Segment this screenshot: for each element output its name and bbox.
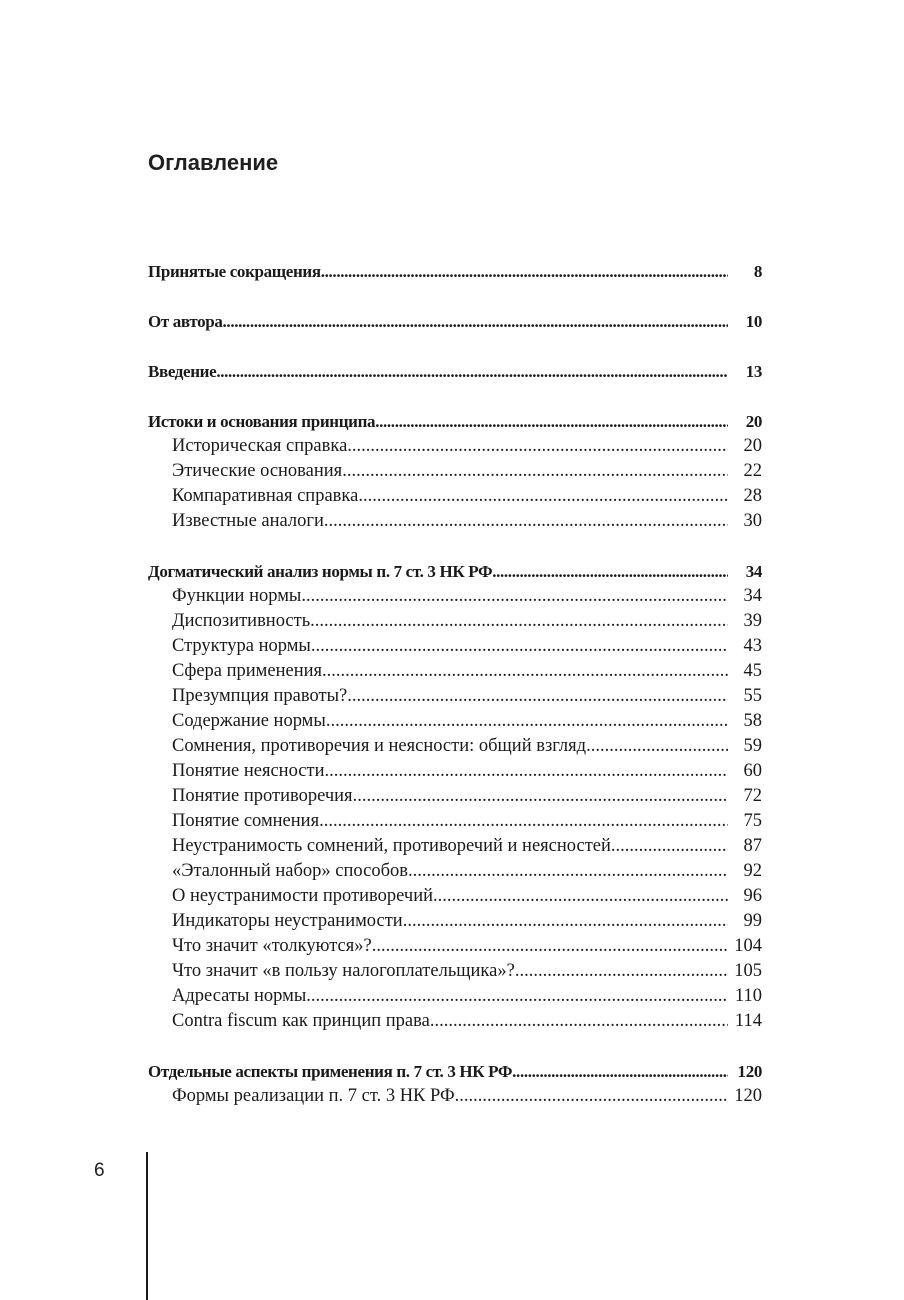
table-of-contents bbox=[148, 259, 762, 1134]
toc-item-row bbox=[148, 659, 762, 684]
toc-item-row bbox=[148, 734, 762, 759]
toc-item-row bbox=[148, 484, 762, 509]
toc-item-row bbox=[148, 759, 762, 784]
dot-leader bbox=[324, 759, 728, 784]
toc-entry-label: Введение bbox=[148, 362, 217, 381]
dot-leader bbox=[430, 1009, 728, 1034]
toc-entry-page: 13 bbox=[745, 362, 762, 381]
toc-entry-page: 20 bbox=[745, 412, 762, 431]
toc-item-row bbox=[148, 584, 762, 609]
toc-entry-label: Функции нормы bbox=[172, 586, 302, 606]
toc-section bbox=[148, 559, 762, 1034]
toc-chapter-row bbox=[148, 559, 762, 584]
dot-leader bbox=[372, 934, 728, 959]
toc-entry-label: Содержание нормы bbox=[172, 711, 326, 731]
toc-item-row bbox=[148, 634, 762, 659]
toc-item-row bbox=[148, 859, 762, 884]
dot-leader bbox=[586, 734, 728, 759]
toc-entry-page: 30 bbox=[743, 511, 762, 531]
toc-entry-page: 99 bbox=[743, 911, 762, 931]
dot-leader bbox=[311, 634, 728, 659]
toc-chapter-row bbox=[148, 1059, 762, 1084]
toc-section bbox=[148, 409, 762, 534]
toc-entry-page: 55 bbox=[743, 686, 762, 706]
dot-leader bbox=[353, 784, 728, 809]
toc-section bbox=[148, 309, 762, 334]
toc-entry-label: Принятые сокращения bbox=[148, 262, 321, 281]
dot-leader bbox=[408, 859, 728, 884]
dot-leader bbox=[324, 509, 728, 534]
toc-entry-label: Диспозитивность bbox=[172, 611, 311, 631]
toc-entry-label: Понятие неясности bbox=[172, 761, 325, 781]
dot-leader bbox=[403, 909, 728, 934]
toc-chapter-row bbox=[148, 309, 762, 334]
toc-item-row bbox=[148, 434, 762, 459]
toc-entry-label: «Эталонный набор» способов bbox=[172, 861, 408, 881]
toc-entry-page: 43 bbox=[743, 636, 762, 656]
margin-rule bbox=[146, 1152, 148, 1300]
dot-leader bbox=[321, 259, 728, 284]
toc-chapter-row bbox=[148, 259, 762, 284]
toc-section bbox=[148, 359, 762, 384]
toc-entry-page: 34 bbox=[745, 562, 762, 581]
toc-entry-label: Догматический анализ нормы п. 7 ст. 3 НК РФ bbox=[148, 562, 493, 581]
dot-leader bbox=[492, 559, 728, 584]
toc-entry-page: 45 bbox=[743, 661, 762, 681]
toc-item-row bbox=[148, 1084, 762, 1109]
toc-item-row bbox=[148, 784, 762, 809]
toc-section bbox=[148, 1059, 762, 1109]
toc-chapter-row bbox=[148, 409, 762, 434]
toc-entry-page: 120 bbox=[734, 1086, 762, 1106]
toc-entry-page: 22 bbox=[743, 461, 762, 481]
toc-item-row bbox=[148, 709, 762, 734]
dot-leader bbox=[455, 1084, 728, 1109]
toc-entry-page: 114 bbox=[734, 1011, 762, 1031]
dot-leader bbox=[358, 484, 728, 509]
toc-entry-page: 87 bbox=[743, 836, 762, 856]
toc-entry-label: Компаративная справка bbox=[172, 486, 359, 506]
dot-leader bbox=[310, 609, 728, 634]
toc-entry-page: 92 bbox=[743, 861, 762, 881]
dot-leader bbox=[347, 434, 728, 459]
toc-entry-label: Структура нормы bbox=[172, 636, 311, 656]
toc-entry-page: 39 bbox=[743, 611, 762, 631]
toc-entry-page: 104 bbox=[734, 936, 762, 956]
toc-entry-page: 60 bbox=[743, 761, 762, 781]
toc-entry-label: О неустранимости противоречий bbox=[172, 886, 434, 906]
toc-entry-label: Истоки и основания принципа bbox=[148, 412, 376, 431]
toc-item-row bbox=[148, 609, 762, 634]
toc-item-row bbox=[148, 459, 762, 484]
toc-entry-page: 8 bbox=[753, 262, 762, 281]
toc-entry-label: Что значит «в пользу налогоплательщика»? bbox=[172, 961, 515, 981]
toc-entry-label: Адресаты нормы bbox=[172, 986, 307, 1006]
dot-leader bbox=[223, 309, 728, 334]
page-number: 6 bbox=[94, 1160, 105, 1181]
toc-entry-label: Понятие противоречия bbox=[172, 786, 353, 806]
toc-entry-label: Сфера применения bbox=[172, 661, 323, 681]
dot-leader bbox=[322, 659, 728, 684]
dot-leader bbox=[512, 1059, 728, 1084]
toc-entry-page: 75 bbox=[743, 811, 762, 831]
dot-leader bbox=[216, 359, 728, 384]
toc-entry-page: 105 bbox=[734, 961, 762, 981]
toc-entry-label: Известные аналоги bbox=[172, 511, 324, 531]
toc-entry-page: 34 bbox=[743, 586, 762, 606]
toc-chapter-row bbox=[148, 359, 762, 384]
toc-section bbox=[148, 259, 762, 284]
dot-leader bbox=[319, 809, 728, 834]
toc-entry-label: Понятие сомнения bbox=[172, 811, 320, 831]
toc-entry-label: Этические основания bbox=[172, 461, 343, 481]
toc-entry-label: Историческая справка bbox=[172, 436, 348, 456]
toc-entry-label: Формы реализации п. 7 ст. 3 НК РФ bbox=[172, 1086, 455, 1106]
toc-entry-label: От автора bbox=[148, 312, 223, 331]
toc-item-row bbox=[148, 809, 762, 834]
toc-entry-page: 59 bbox=[743, 736, 762, 756]
toc-item-row bbox=[148, 684, 762, 709]
toc-item-row bbox=[148, 884, 762, 909]
toc-entry-label: Сомнения, противоречия и неясности: общий взгляд bbox=[172, 736, 587, 756]
dot-leader bbox=[515, 959, 728, 984]
toc-entry-label: Что значит «толкуются»? bbox=[172, 936, 372, 956]
toc-entry-page: 120 bbox=[737, 1062, 762, 1081]
dot-leader bbox=[433, 884, 728, 909]
toc-item-row bbox=[148, 509, 762, 534]
toc-item-row bbox=[148, 909, 762, 934]
dot-leader bbox=[342, 459, 728, 484]
toc-item-row bbox=[148, 959, 762, 984]
toc-item-row bbox=[148, 984, 762, 1009]
toc-entry-page: 72 bbox=[743, 786, 762, 806]
dot-leader bbox=[375, 409, 728, 434]
page-title: Оглавление bbox=[148, 150, 279, 175]
dot-leader bbox=[611, 834, 728, 859]
toc-entry-label: Презумпция правоты? bbox=[172, 686, 348, 706]
toc-entry-label: Отдельные аспекты применения п. 7 ст. 3 НК РФ bbox=[148, 1062, 513, 1081]
toc-entry-label: Индикаторы неустранимости bbox=[172, 911, 403, 931]
toc-entry-label: Неустранимость сомнений, противоречий и неясностей bbox=[172, 836, 611, 856]
dot-leader bbox=[301, 584, 728, 609]
toc-item-row bbox=[148, 1009, 762, 1034]
dot-leader bbox=[326, 709, 728, 734]
toc-entry-page: 110 bbox=[734, 986, 762, 1006]
toc-entry-label: Contra fiscum как принцип права bbox=[172, 1011, 430, 1031]
toc-item-row bbox=[148, 834, 762, 859]
toc-entry-page: 58 bbox=[743, 711, 762, 731]
toc-entry-page: 10 bbox=[745, 312, 762, 331]
dot-leader bbox=[306, 984, 728, 1009]
toc-entry-page: 96 bbox=[743, 886, 762, 906]
dot-leader bbox=[347, 684, 728, 709]
toc-item-row bbox=[148, 934, 762, 959]
toc-entry-page: 20 bbox=[743, 436, 762, 456]
toc-entry-page: 28 bbox=[743, 486, 762, 506]
